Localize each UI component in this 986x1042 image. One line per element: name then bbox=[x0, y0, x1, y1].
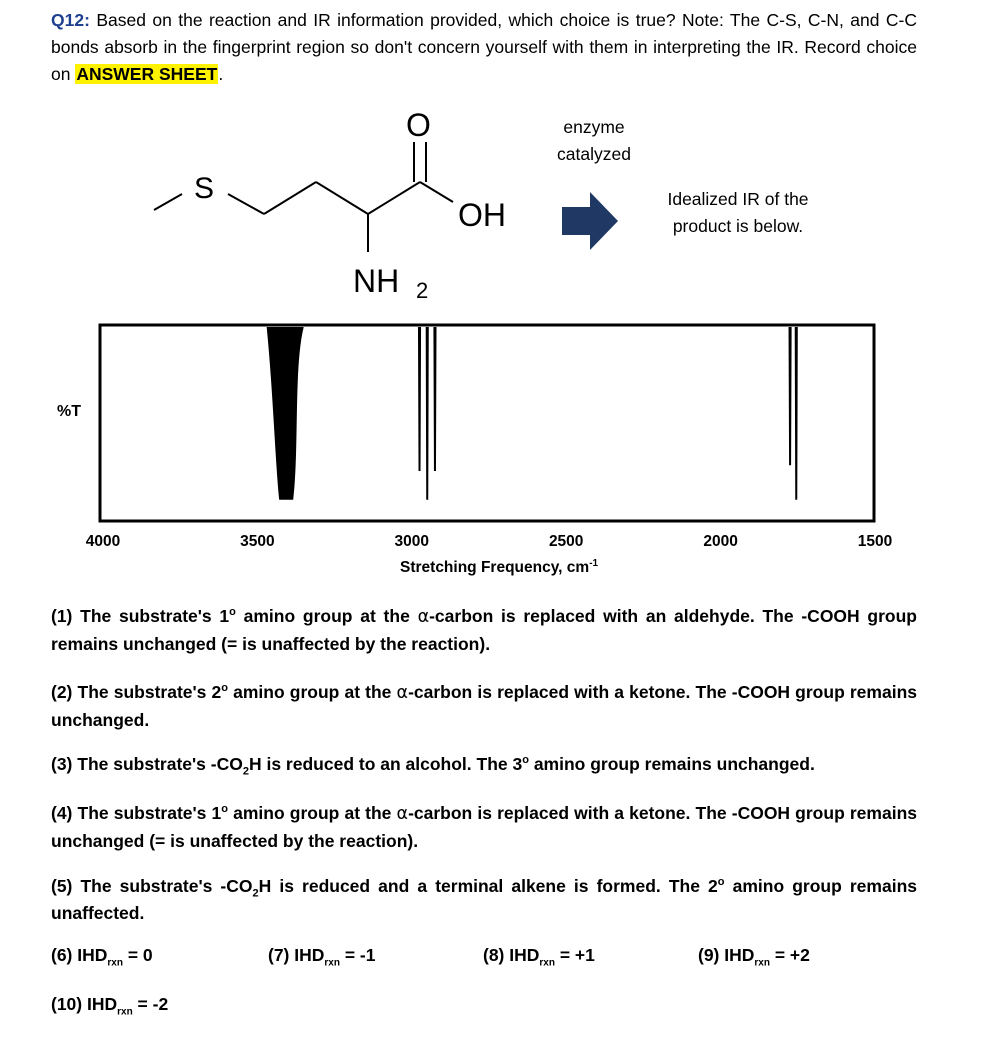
option-4: (4) The substrate's 1$^o$ amino group at the α-carbon is replaced with a ketone. The -COOH group remains unchanged (= is unaffected by the reaction). bbox=[51, 803, 917, 851]
x-tick-label: 2500 bbox=[548, 533, 584, 550]
ihd-option-8: (8) $IHD_{rxn} = +1$ bbox=[483, 945, 595, 969]
ihd-option-6: (6) $IHD_{rxn} = 0$ bbox=[51, 945, 153, 969]
ir-peak-sharp-d bbox=[789, 327, 792, 465]
question-body: Based on the reaction and IR information provided, which choice is true? Note: The C-S, C-N, and C-C bonds absorb in the fingerprint region so don't concern yourself with them in interpreting the IR. Record choice on bbox=[51, 10, 917, 84]
ir-peak-sharp-c bbox=[433, 327, 436, 471]
answer-sheet-highlight: ANSWER SHEET bbox=[76, 64, 218, 84]
y-axis-label: %T bbox=[57, 403, 81, 420]
option-1: (1) The substrate's 1$^o$ amino group at the α-carbon is replaced with an aldehyde. The -COOH group remains unchanged (= is unaffected by the reaction). bbox=[51, 606, 917, 654]
chart-frame bbox=[100, 325, 874, 521]
reaction-condition bbox=[540, 114, 648, 168]
option-5: (5) The substrate's $-CO_2H$ is reduced and a terminal alkene is formed. The 2$^o$ amino group remains unaffected. bbox=[51, 876, 917, 923]
ir-peak-sharp-b bbox=[426, 327, 429, 500]
ir-peak-sharp-a bbox=[418, 327, 421, 471]
ir-note-line2: product is below. bbox=[672, 216, 804, 236]
question-number: Q12: bbox=[51, 10, 90, 30]
x-tick-label: 1500 bbox=[857, 533, 893, 550]
atom-s: S bbox=[194, 172, 215, 205]
option-3: (3) The substrate's $-CO_2H$ is reduced to an alcohol. The 3$^o$ amino group remains unchanged. bbox=[51, 754, 815, 778]
x-axis-label-text: Stretching Frequency, cm bbox=[400, 559, 590, 577]
bond-ch2-ch2 bbox=[264, 182, 316, 214]
bond-c-oh bbox=[420, 182, 453, 202]
ihd-option-7: (7) $IHD_{rxn} = -1$ bbox=[268, 945, 376, 969]
atom-nh: NH bbox=[353, 263, 400, 299]
x-axis-label bbox=[400, 558, 598, 577]
bond-calpha-c bbox=[368, 182, 420, 214]
option-2: (2) The substrate's 2$^o$ amino group at the α-carbon is replaced with a ketone. The -COOH group remains unchanged. bbox=[51, 682, 917, 730]
x-tick-label: 3000 bbox=[394, 533, 430, 550]
atom-oh: OH bbox=[458, 197, 506, 233]
ir-note bbox=[646, 186, 830, 240]
x-tick-label: 4000 bbox=[85, 533, 121, 550]
ihd-option-9: (9) $IHD_{rxn} = +2$ bbox=[698, 945, 810, 969]
ir-note-line1: Idealized IR of the bbox=[667, 189, 809, 209]
bond-methyl-s bbox=[154, 194, 182, 210]
x-tick-label: 3500 bbox=[240, 533, 275, 550]
bond-s-ch2 bbox=[228, 194, 264, 214]
ir-peak-sharp-e bbox=[795, 327, 798, 500]
question-end: . bbox=[218, 64, 224, 84]
reaction-arrow-icon bbox=[560, 190, 620, 252]
atom-o: O bbox=[406, 107, 431, 143]
atom-nh-sub: 2 bbox=[416, 278, 429, 303]
x-tick-label: 2000 bbox=[703, 533, 738, 550]
question-text bbox=[51, 7, 917, 88]
ihd-option-10: (10) $IHD_{rxn} = -2$ bbox=[51, 994, 169, 1018]
ir-spectrum-chart bbox=[98, 323, 878, 525]
condition-line1: enzyme bbox=[563, 117, 625, 137]
bond-ch2-calpha bbox=[316, 182, 368, 214]
condition-line2: catalyzed bbox=[557, 144, 631, 164]
methionine-structure bbox=[140, 100, 540, 310]
x-axis-label-sup: -1 bbox=[589, 558, 599, 569]
